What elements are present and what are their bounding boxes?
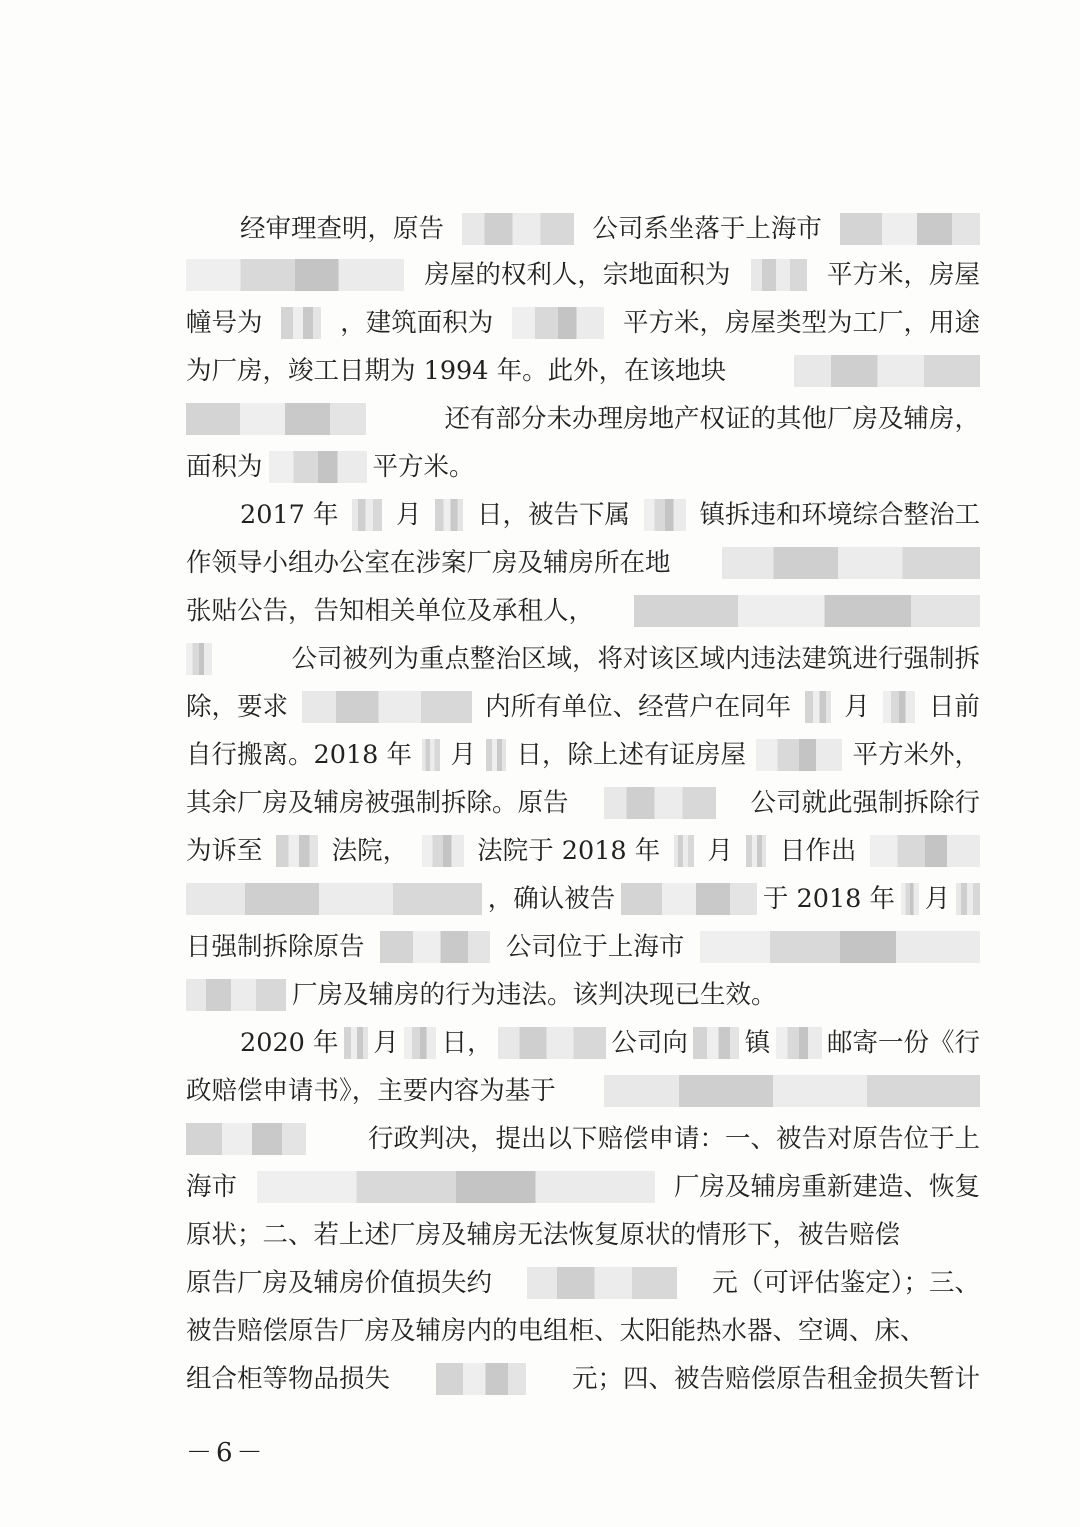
text-segment: 原状；二、若上述厂房及辅房无法恢复原状的情形下，被告赔偿 [186,1220,901,1250]
redaction-block [435,499,463,531]
text-line [186,1359,980,1399]
page-number: －6－ [186,1438,267,1468]
text-line [186,303,980,343]
redaction-block [186,403,366,435]
text-segment: 月 [450,740,476,770]
text-segment: 平方米。 [372,452,475,482]
redaction-block [269,451,367,483]
redaction-block [281,307,321,339]
text-line [186,927,980,967]
redaction-block [527,1267,677,1299]
text-segment: 公司被列为重点整治区域，将对该区域内违法建筑进行强制拆 [291,644,980,674]
text-segment: 为厂房，竣工日期为 1994 年。此外，在该地块 [186,356,727,386]
text-segment: 月 [924,884,951,914]
text-segment: 除，要求 [186,692,289,722]
text-segment: 日作出 [779,836,857,866]
text-line [186,1167,980,1207]
redaction-block [700,931,980,963]
redaction-block [746,835,766,867]
redaction-block [462,213,574,245]
redaction-block [404,1027,436,1059]
text-line [186,687,980,727]
text-segment: 公司就此强制拆除行 [750,788,980,818]
redaction-block [956,883,980,915]
redaction-block [840,213,980,245]
text-line [186,447,980,487]
text-segment: 平方米，房屋 [826,260,980,290]
text-segment: ，建筑面积为 [340,308,494,338]
text-line [186,1071,980,1111]
text-line [186,591,980,631]
text-segment: 镇拆违和环境综合整治工 [699,500,980,530]
text-segment: 海市 [186,1172,238,1202]
redaction-block [380,931,490,963]
text-line [186,351,980,391]
text-segment: 房屋的权利人，宗地面积为 [424,260,731,290]
redaction-block [621,883,757,915]
text-segment: 日，除上述有证房屋 [516,740,746,770]
text-segment: 元（可评估鉴定）；三、 [712,1268,980,1298]
text-segment: 公司系坐落于上海市 [592,214,822,244]
text-segment: 原告厂房及辅房价值损失约 [186,1268,493,1298]
text-segment: 于 2018 年 [762,884,896,914]
redaction-block [751,259,807,291]
text-line [186,255,980,295]
redaction-block [344,1027,368,1059]
text-line [186,831,980,871]
redaction-block [186,1123,306,1155]
redaction-block [604,1075,980,1107]
redaction-block [186,883,482,915]
redaction-block [644,499,686,531]
redaction-block [756,739,842,771]
redaction-block [674,835,694,867]
redaction-block [634,595,980,627]
redaction-block [722,547,980,579]
text-segment: 厂房及辅房的行为违法。该判决现已生效。 [292,980,777,1010]
redaction-block [512,307,604,339]
text-segment: 政赔偿申请书》，主要内容为基于 [186,1076,556,1106]
redaction-block [302,691,472,723]
redaction-block [776,1027,822,1059]
text-segment: 日前 [928,692,980,722]
text-segment: 2020 年 [240,1028,339,1058]
redaction-block [276,835,318,867]
redaction-block [870,835,980,867]
text-segment: 镇 [744,1028,771,1058]
text-segment: 自行搬离。2018 年 [186,740,413,770]
text-segment: 日， [441,1028,493,1058]
redaction-block [486,739,506,771]
redaction-block [257,1171,655,1203]
text-line [240,495,980,535]
text-line [186,1311,980,1351]
text-line [186,735,980,775]
redaction-block [186,259,404,291]
redaction-block [186,643,212,675]
text-line [240,209,980,249]
text-segment: 内所有单位、经营户在同年 [485,692,792,722]
text-segment: 经审理查明，原告 [240,214,445,244]
redaction-block [604,787,716,819]
text-line [186,1215,980,1255]
redaction-block [805,691,831,723]
text-line [186,399,980,439]
text-segment: 公司向 [611,1028,688,1058]
redaction-block [901,883,919,915]
text-segment: 作领导小组办公室在涉案厂房及辅房所在地 [186,548,671,578]
text-segment: 其余厂房及辅房被强制拆除。原告 [186,788,569,818]
text-segment: 面积为 [186,452,263,482]
text-segment: 平方米外， [852,740,980,770]
text-segment: 还有部分未办理房地产权证的其他厂房及辅房， [444,404,980,434]
text-segment: 张贴公告，告知相关单位及承租人， [186,596,595,626]
text-line [186,975,980,1015]
text-segment: 月 [844,692,870,722]
redaction-block [352,499,382,531]
text-segment: 行政判决，提出以下赔偿申请：一、被告对原告位于上 [367,1124,980,1154]
text-segment: 法院于 2018 年 [477,836,661,866]
text-line [186,1263,980,1303]
redaction-block [883,691,915,723]
text-segment: 月 [707,836,733,866]
text-line [186,879,980,919]
text-line [186,783,980,823]
text-segment: 日强制拆除原告 [186,932,365,962]
text-segment: 邮寄一份《行 [826,1028,980,1058]
text-segment: 幢号为 [186,308,263,338]
text-segment: 月 [395,500,422,530]
text-segment: 厂房及辅房重新建造、恢复 [673,1172,980,1202]
text-segment: 组合柜等物品损失 [186,1364,391,1394]
redaction-block [436,1363,526,1395]
redaction-block [422,835,464,867]
redaction-block [186,979,286,1011]
redaction-block [498,1027,606,1059]
text-segment: ，确认被告 [487,884,616,914]
text-line [186,1119,980,1159]
redaction-block [794,355,980,387]
text-segment: 2017 年 [240,500,339,530]
text-line [186,639,980,679]
redaction-block [422,739,440,771]
text-segment: 月 [373,1028,399,1058]
text-segment: 公司位于上海市 [505,932,685,962]
text-segment: 为诉至 [186,836,263,866]
text-line [240,1023,980,1063]
text-segment: 被告赔偿原告厂房及辅房内的电组柜、太阳能热水器、空调、床、 [186,1316,926,1346]
text-segment: 法院， [331,836,409,866]
text-line [186,543,980,583]
text-segment: 元；四、被告赔偿原告租金损失暂计 [571,1364,980,1394]
text-segment: 平方米，房屋类型为工厂，用途 [622,308,980,338]
text-segment: 日，被告下属 [476,500,630,530]
redaction-block [693,1027,739,1059]
